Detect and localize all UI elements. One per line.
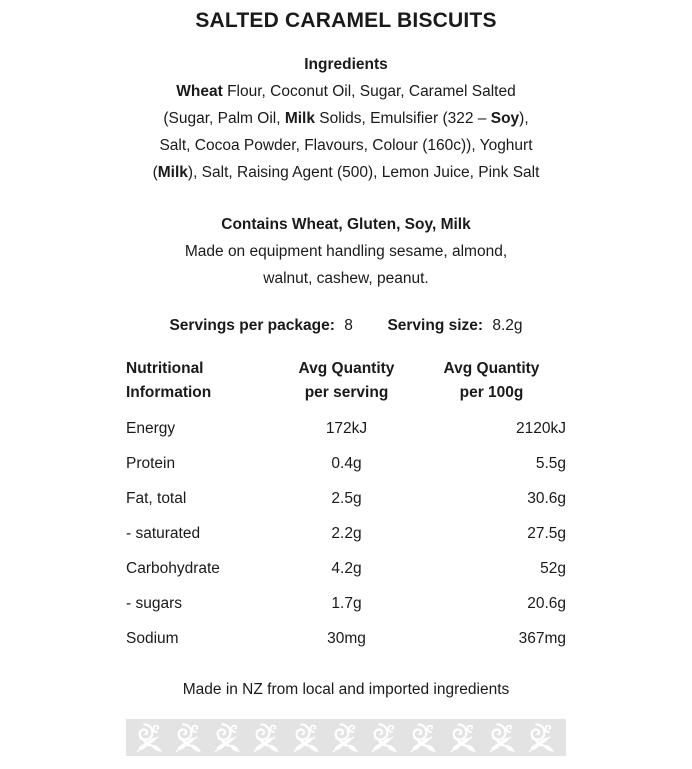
allergen-emphasis: Soy bbox=[490, 110, 520, 127]
allergen-emphasis: Wheat bbox=[176, 83, 223, 100]
per-serving-value: 4.2g bbox=[331, 559, 362, 577]
servings-per-package-value: 8 bbox=[344, 317, 353, 334]
nutrition-table-header bbox=[126, 357, 566, 411]
ingredient-text: Salt, Cocoa Powder, Flavours, Colour (160c)), Yoghurt bbox=[159, 137, 533, 154]
rose-flower-icon bbox=[407, 722, 441, 754]
allergen-emphasis: Milk bbox=[157, 164, 188, 181]
per-serving-value: 30mg bbox=[327, 629, 366, 647]
rose-flower-icon bbox=[525, 722, 559, 754]
table-row bbox=[126, 516, 566, 551]
per-serving-value: 2.2g bbox=[331, 524, 362, 542]
origin-statement: Made in NZ from local and imported ingredients bbox=[182, 681, 510, 698]
per-100g-value: 367mg bbox=[518, 629, 566, 647]
header-avg-quantity-per-100g bbox=[417, 357, 566, 411]
header-row bbox=[126, 357, 566, 411]
per-100g-value: 2120kJ bbox=[516, 419, 566, 437]
rose-flower-icon bbox=[211, 722, 245, 754]
nutrient-name: - sugars bbox=[126, 594, 182, 612]
rose-flower-icon bbox=[133, 722, 167, 754]
table-row bbox=[126, 481, 566, 516]
allergen-emphasis: Milk bbox=[284, 110, 315, 127]
per-serving-value: 172kJ bbox=[325, 419, 368, 437]
servings-per-package-label: Servings per package: bbox=[169, 317, 335, 334]
per-100g-value: 52g bbox=[540, 559, 566, 577]
equipment-statement-line: walnut, cashew, peanut. bbox=[263, 270, 429, 287]
ingredient-text: Solids, Emulsifier (322 – bbox=[314, 110, 491, 127]
ingredient-text: ), bbox=[519, 110, 529, 127]
table-row bbox=[126, 411, 566, 446]
table-row bbox=[126, 621, 566, 656]
header-line: per 100g bbox=[459, 384, 524, 401]
per-serving-value: 1.7g bbox=[331, 594, 362, 612]
ingredients-line bbox=[0, 105, 692, 132]
ornament-strip bbox=[126, 719, 566, 756]
servings-line bbox=[0, 312, 692, 339]
ingredients-line bbox=[0, 132, 692, 159]
nutrient-name: Sodium bbox=[126, 629, 179, 647]
ingredient-text: ( bbox=[152, 164, 158, 181]
nutrition-label bbox=[0, 8, 692, 756]
rose-flower-icon bbox=[172, 722, 206, 754]
ingredient-text: Flour, Coconut Oil, Sugar, Caramel Salted bbox=[222, 83, 516, 100]
ingredient-text: ), Salt, Raising Agent (500), Lemon Juice, Pink Salt bbox=[187, 164, 540, 181]
equipment-statement-line: Made on equipment handling sesame, almond, bbox=[184, 243, 508, 260]
rose-flower-icon bbox=[447, 722, 481, 754]
header-line: Information bbox=[126, 384, 212, 401]
rose-flower-icon bbox=[329, 722, 363, 754]
rose-flower-icon bbox=[368, 722, 402, 754]
nutrient-name: - saturated bbox=[126, 524, 201, 542]
header-line: Nutritional bbox=[126, 360, 204, 377]
per-serving-value: 2.5g bbox=[331, 489, 362, 507]
ingredients-line bbox=[0, 159, 692, 186]
rose-flower-icon bbox=[486, 722, 520, 754]
nutrient-name: Protein bbox=[126, 454, 176, 472]
product-title: SALTED CARAMEL BISCUITS bbox=[195, 9, 497, 32]
table-row bbox=[126, 446, 566, 481]
rose-flower-icon bbox=[250, 722, 284, 754]
header-line: Avg Quantity bbox=[298, 360, 395, 377]
per-100g-value: 5.5g bbox=[535, 454, 566, 472]
rose-flower-icon bbox=[290, 722, 324, 754]
header-nutritional-information bbox=[126, 357, 276, 411]
per-100g-value: 27.5g bbox=[527, 524, 566, 542]
table-row bbox=[126, 586, 566, 621]
header-avg-quantity-per-serving bbox=[276, 357, 417, 411]
table-row bbox=[126, 551, 566, 586]
nutrition-table bbox=[126, 357, 566, 656]
ingredients-heading: Ingredients bbox=[304, 56, 388, 73]
header-line: Avg Quantity bbox=[443, 360, 540, 377]
per-serving-value: 0.4g bbox=[331, 454, 362, 472]
serving-size-label: Serving size: bbox=[387, 317, 484, 334]
nutrient-name: Fat, total bbox=[126, 489, 187, 507]
contains-statement: Contains Wheat, Gluten, Soy, Milk bbox=[221, 216, 471, 233]
header-line: per serving bbox=[304, 384, 389, 401]
ingredients-line bbox=[0, 78, 692, 105]
nutrient-name: Energy bbox=[126, 419, 176, 437]
serving-size-value: 8.2g bbox=[492, 317, 523, 334]
allergen-section bbox=[0, 211, 692, 292]
per-100g-value: 30.6g bbox=[527, 489, 566, 507]
per-100g-value: 20.6g bbox=[527, 594, 566, 612]
nutrient-name: Carbohydrate bbox=[126, 559, 220, 577]
ingredient-text: (Sugar, Palm Oil, bbox=[163, 110, 285, 127]
ingredients-section bbox=[0, 51, 692, 186]
